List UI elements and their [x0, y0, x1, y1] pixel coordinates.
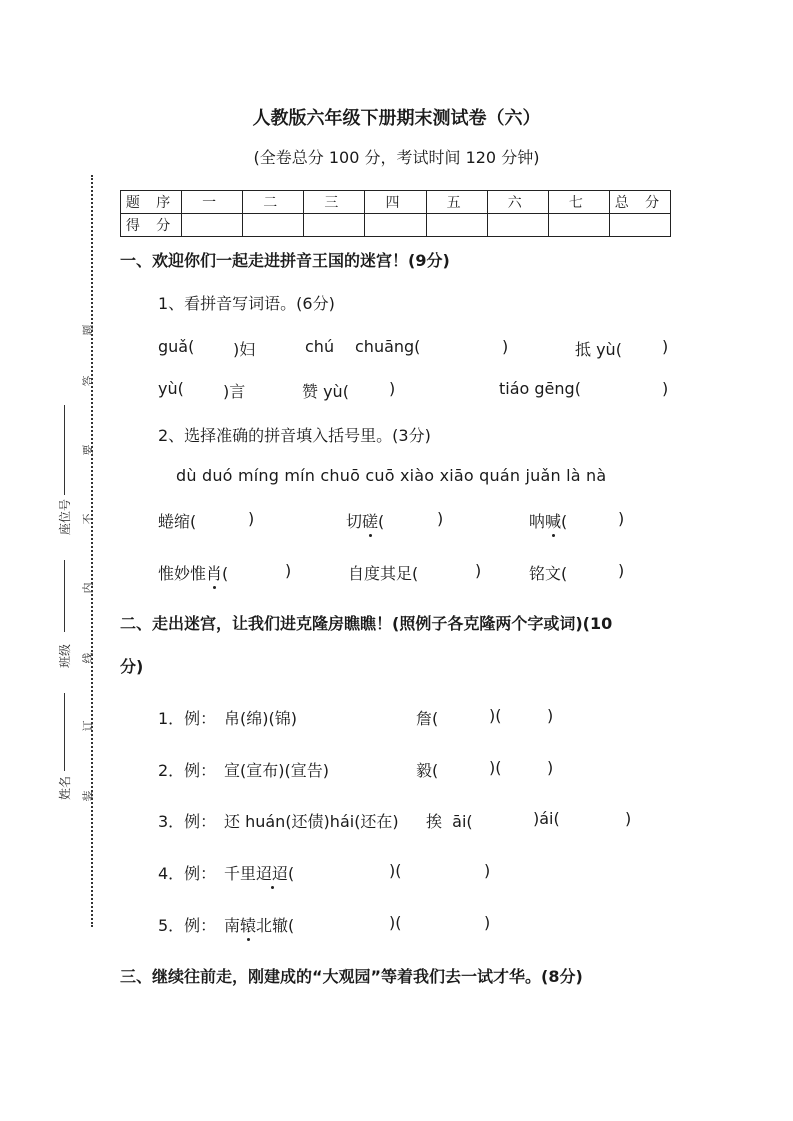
name-label: 姓名: [58, 775, 72, 800]
pinyin-item-close: )妇: [233, 340, 256, 359]
clone-item-ask: 詹(: [416, 709, 439, 728]
clone-item-end: ): [484, 913, 491, 932]
class-field[interactable]: [64, 560, 65, 632]
pinyin-item-close: ): [502, 337, 509, 356]
score-cell[interactable]: [243, 214, 304, 237]
seal-char: 题: [81, 324, 95, 336]
score-cell[interactable]: [609, 214, 670, 237]
seal-char: 不: [81, 513, 95, 525]
score-table-header-cell: 七: [548, 191, 609, 214]
clone-item-end: ): [625, 809, 632, 828]
clone-item-end: ): [484, 861, 491, 880]
clone-item-example: 南辕北辙(: [224, 913, 294, 936]
clone-item-example: 帛(绵)(锦): [224, 709, 297, 728]
clone-item-example: 还 huán(还债)hái(还在): [224, 812, 399, 831]
score-cell[interactable]: [426, 214, 487, 237]
pinyin-item-close: ): [389, 379, 396, 398]
pinyin-item-close: )言: [223, 382, 246, 401]
score-cell[interactable]: [487, 214, 548, 237]
word-item-close: ): [475, 561, 482, 580]
clone-item-label: 4．例：: [158, 864, 217, 883]
question-2-title: 2、选择准确的拼音填入括号里。(3分): [158, 426, 431, 445]
seal-char: 要: [81, 444, 95, 456]
score-table-header-cell: 六: [487, 191, 548, 214]
score-row-label: 得 分: [121, 214, 182, 237]
score-table: [120, 190, 671, 237]
clone-item-end: ): [547, 706, 554, 725]
page-title: 人教版六年级下册期末测试卷（六）: [252, 108, 541, 129]
score-table-header-cell: 三: [304, 191, 365, 214]
clone-item-label: 3．例：: [158, 812, 217, 831]
pinyin-item-close: ): [662, 337, 669, 356]
name-field[interactable]: [64, 693, 65, 771]
page-subtitle: (全卷总分 100 分，考试时间 120 分钟): [253, 148, 540, 167]
word-item: 自度其足(: [348, 564, 419, 583]
clone-item-mid: )(: [389, 861, 402, 880]
score-cell[interactable]: [304, 214, 365, 237]
word-item-close: ): [618, 509, 625, 528]
seal-char: 线: [81, 652, 95, 664]
seal-char: 装: [81, 790, 95, 802]
pinyin-item-open: 赞 yù(: [302, 382, 349, 401]
score-table-header-cell: 二: [243, 191, 304, 214]
score-cell[interactable]: [182, 214, 243, 237]
score-cell[interactable]: [365, 214, 426, 237]
seat-number-label: 座位号: [58, 498, 72, 535]
clone-item-mid: )ái(: [533, 809, 560, 828]
clone-item-ask: 毅(: [416, 761, 439, 780]
word-item-close: ): [285, 561, 292, 580]
score-table-header-cell: 四: [365, 191, 426, 214]
score-table-score-row: [121, 214, 671, 237]
score-cell[interactable]: [548, 214, 609, 237]
question-1-title: 1、看拼音写词语。(6分): [158, 294, 335, 313]
word-item: 蜷缩(: [158, 512, 197, 531]
word-item: 呐喊(: [529, 509, 567, 532]
binding-dotted-line: [91, 175, 93, 927]
score-table-header-cell: 题 序: [121, 191, 182, 214]
section-2-title-line-2: 分): [120, 657, 144, 676]
pinyin-item-close: ): [662, 379, 669, 398]
pinyin-item-open: guǎ(: [158, 337, 195, 356]
word-item: 切磋(: [346, 509, 384, 532]
word-item-close: ): [618, 561, 625, 580]
pinyin-item-open: chuāng(: [355, 337, 421, 356]
word-item-close: ): [437, 509, 444, 528]
section-1-title: 一、欢迎你们一起走进拼音王国的迷宫！(9分): [120, 251, 450, 270]
seat-number-field[interactable]: [64, 405, 65, 495]
score-table-header-cell: 五: [426, 191, 487, 214]
clone-item-mid: )(: [489, 758, 502, 777]
clone-item-example: 千里迢迢(: [224, 861, 294, 884]
word-item-close: ): [248, 509, 255, 528]
clone-item-ask: 挨 āi(: [426, 812, 473, 831]
score-table-header-row: [121, 191, 671, 214]
score-table-header-cell: 总 分: [609, 191, 670, 214]
section-2-title-line-1: 二、走出迷宫，让我们进克隆房瞧瞧！(照例子各克隆两个字或词)(10: [120, 614, 613, 633]
clone-item-end: ): [547, 758, 554, 777]
clone-item-label: 1．例：: [158, 709, 217, 728]
class-label: 班级: [58, 643, 72, 668]
pinyin-options: dù duó míng mín chuō cuō xiào xiāo quán juǎn là nà: [176, 466, 607, 485]
word-item: 惟妙惟肖(: [158, 561, 228, 584]
pinyin-item-open: yù(: [158, 379, 184, 398]
word-item: 铭文(: [529, 564, 568, 583]
section-3-title: 三、继续往前走，刚建成的“大观园”等着我们去一试才华。(8分): [120, 967, 583, 986]
clone-item-label: 5．例：: [158, 916, 217, 935]
pinyin-item-open: tiáo gēng(: [499, 379, 581, 398]
seal-char: 答: [81, 375, 95, 387]
clone-item-mid: )(: [389, 913, 402, 932]
seal-char: 订: [81, 720, 95, 732]
pinyin-item-open: 抵 yù(: [575, 340, 622, 359]
clone-item-example: 宣(宣布)(宣告): [224, 761, 329, 780]
clone-item-label: 2．例：: [158, 761, 217, 780]
pinyin-item: chú: [305, 337, 335, 356]
score-table-header-cell: 一: [182, 191, 243, 214]
clone-item-mid: )(: [489, 706, 502, 725]
seal-char: 内: [81, 582, 95, 594]
